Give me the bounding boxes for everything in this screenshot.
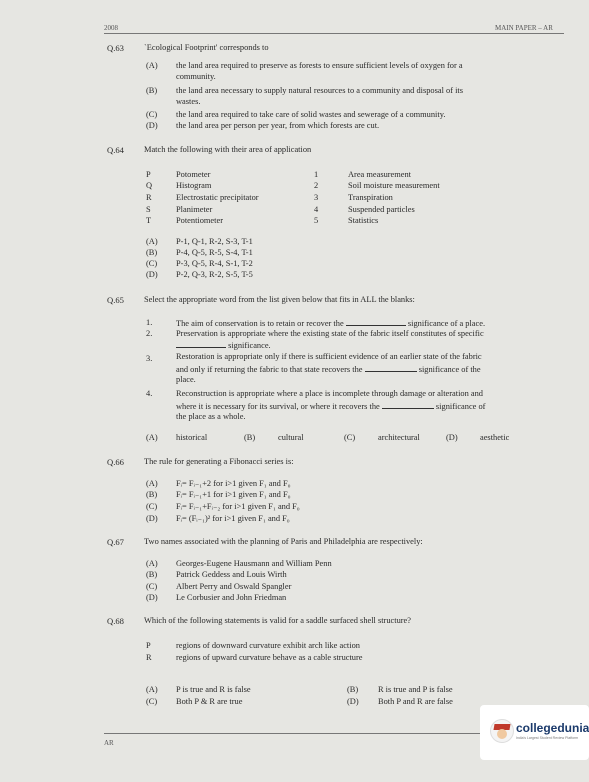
match-left-item: Planimeter [176, 205, 213, 214]
match-right-item: Transpiration [348, 193, 393, 202]
question-stem: The rule for generating a Fibonacci series is: [144, 457, 294, 466]
header-rule [104, 33, 564, 34]
option-text: Both P & R are true [176, 697, 243, 706]
match-right-key: 2 [314, 181, 319, 190]
header-paper: MAIN PAPER – AR [495, 24, 553, 32]
option-text: Fᵢ= Fᵢ₋₁+Fᵢ₋₂ for i>1 given F₁ and F₀ [176, 502, 300, 511]
item-text: Restoration is appropriate only if there is sufficient evidence of an earlier state of the fabric [176, 352, 482, 361]
match-left-key: R [146, 193, 152, 202]
statement-text: regions of downward curvature exhibit arch like action [176, 641, 360, 650]
item-text-part: where it is necessary for its survival, or where it recovers the [176, 402, 380, 411]
question-stem: Select the appropriate word from the list given below that fits in ALL the blanks: [144, 295, 415, 304]
answer-blank [365, 364, 417, 372]
option-text: Le Corbusier and John Friedman [176, 593, 287, 602]
option-label: (D) [446, 433, 458, 442]
collegedunia-logo [480, 705, 589, 760]
option-label: (A) [146, 685, 158, 694]
match-left-key: T [146, 216, 152, 225]
option-label: (C) [344, 433, 356, 442]
question-number: Q.63 [107, 43, 124, 53]
question-stem: Which of the following statements is valid for a saddle surfaced shell structure? [144, 616, 411, 625]
option-text: the land area required to preserve as forests to ensure sufficient levels of oxygen for a [176, 61, 463, 70]
option-label: (B) [146, 248, 158, 257]
option-text: Both P and R are false [378, 697, 453, 706]
question-number: Q.64 [107, 145, 124, 155]
question-stem: `Ecological Footprint' corresponds to [144, 43, 269, 52]
match-right-item: Statistics [348, 216, 379, 225]
match-right-key: 5 [314, 216, 319, 225]
option-text: Patrick Geddess and Louis Wirth [176, 570, 287, 579]
question-number: Q.67 [107, 537, 124, 547]
item-number: 2. [146, 329, 153, 338]
item-text-part: significance of a place. [407, 319, 486, 328]
item-text-part: significance of the [418, 365, 481, 374]
match-left-item: Histogram [176, 181, 212, 190]
item-number: 3. [146, 354, 153, 363]
option-text: historical [176, 433, 208, 442]
option-label: (D) [146, 270, 158, 279]
option-label: (B) [146, 86, 158, 95]
logo-tagline: India's Largest Student Review Platform [516, 736, 579, 740]
match-left-item: Electrostatic precipitator [176, 193, 259, 202]
question-number: Q.66 [107, 457, 124, 467]
match-left-item: Potometer [176, 170, 211, 179]
option-label: (A) [146, 61, 158, 70]
option-text: P-1, Q-1, R-2, S-3, T-1 [176, 237, 253, 246]
option-text: P is true and R is false [176, 685, 251, 694]
match-left-item: Potentiometer [176, 216, 223, 225]
match-left-key: S [146, 205, 151, 214]
option-text: Georges-Eugene Hausmann and William Penn [176, 559, 332, 568]
option-text: P-2, Q-3, R-2, S-5, T-5 [176, 270, 253, 279]
item-text-cont [176, 364, 481, 375]
item-text-part: significance. [228, 341, 271, 350]
statement-text: regions of upward curvature behave as a cable structure [176, 653, 363, 662]
answer-blank [346, 318, 406, 326]
option-text: the land area per person per year, from which forests are cut. [176, 121, 380, 130]
match-right-item: Area measurement [348, 170, 412, 179]
option-label: (C) [146, 582, 158, 591]
match-right-key: 4 [314, 205, 319, 214]
option-label: (C) [146, 697, 158, 706]
option-text: P-4, Q-5, R-5, S-4, T-1 [176, 248, 253, 257]
item-text-cont: the place as a whole. [176, 412, 246, 421]
item-text-part: significance of [435, 402, 486, 411]
option-label: (D) [146, 593, 158, 602]
option-text: the land area required to take care of solid wastes and sewerage of a community. [176, 110, 446, 119]
item-text-part: The aim of conservation is to retain or recover the [176, 319, 344, 328]
match-left-key: P [146, 170, 151, 179]
option-label: (C) [146, 502, 158, 511]
item-text-part: and only if returning the fabric to that state recovers the [176, 365, 363, 374]
option-text: the land area necessary to supply natural resources to a community and disposal of its [176, 86, 463, 95]
item-text-cont [176, 340, 271, 351]
option-label: (B) [146, 490, 158, 499]
option-text: aesthetic [480, 433, 510, 442]
item-text: Preservation is appropriate where the existing state of the fabric itself constitutes of specific [176, 329, 484, 338]
option-text: Fᵢ= (Fᵢ₋₁)² for i>1 given F₁ and F₀ [176, 514, 290, 523]
option-text: R is true and P is false [378, 685, 453, 694]
option-text: Albert Perry and Oswald Spangler [176, 582, 292, 591]
footer-rule [104, 733, 484, 734]
student-avatar-icon [490, 719, 514, 743]
logo-brand-text: collegedunia [516, 721, 589, 735]
option-label: (D) [347, 697, 359, 706]
footer-code: AR [104, 739, 114, 747]
question-number: Q.65 [107, 295, 124, 305]
option-text-cont: wastes. [176, 97, 201, 106]
header-year: 2008 [104, 24, 118, 32]
option-label: (B) [347, 685, 359, 694]
question-stem: Match the following with their area of application [144, 145, 312, 154]
match-right-item: Soil moisture measurement [348, 181, 440, 190]
answer-blank [382, 401, 434, 409]
match-right-key: 1 [314, 170, 319, 179]
option-label: (B) [146, 570, 158, 579]
statement-key: P [146, 641, 151, 650]
option-text-cont: community. [176, 72, 216, 81]
option-text: Fᵢ= Fᵢ₋₁+1 for i>1 given F₁ and F₀ [176, 490, 291, 499]
option-label: (A) [146, 237, 158, 246]
item-text-cont: place. [176, 375, 196, 384]
question-number: Q.68 [107, 616, 124, 626]
option-text: architectural [378, 433, 420, 442]
option-label: (C) [146, 259, 158, 268]
item-number: 1. [146, 318, 153, 327]
question-stem: Two names associated with the planning of Paris and Philadelphia are respectively: [144, 537, 423, 546]
option-label: (A) [146, 479, 158, 488]
item-text [176, 318, 485, 329]
option-label: (D) [146, 514, 158, 523]
option-label: (D) [146, 121, 158, 130]
match-right-key: 3 [314, 193, 319, 202]
option-text: Fᵢ= Fᵢ₋₁+2 for i>1 given F₁ and F₀ [176, 479, 291, 488]
item-text-cont [176, 401, 485, 412]
option-label: (C) [146, 110, 158, 119]
statement-key: R [146, 653, 152, 662]
option-text: P-3, Q-5, R-4, S-1, T-2 [176, 259, 253, 268]
answer-blank [176, 340, 226, 348]
option-label: (B) [244, 433, 256, 442]
option-text: cultural [278, 433, 304, 442]
match-left-key: Q [146, 181, 153, 190]
item-number: 4. [146, 389, 153, 398]
match-right-item: Suspended particles [348, 205, 415, 214]
item-text: Reconstruction is appropriate where a place is incomplete through damage or alteration and [176, 389, 483, 398]
option-label: (A) [146, 559, 158, 568]
face-icon [497, 729, 507, 739]
option-label: (A) [146, 433, 158, 442]
